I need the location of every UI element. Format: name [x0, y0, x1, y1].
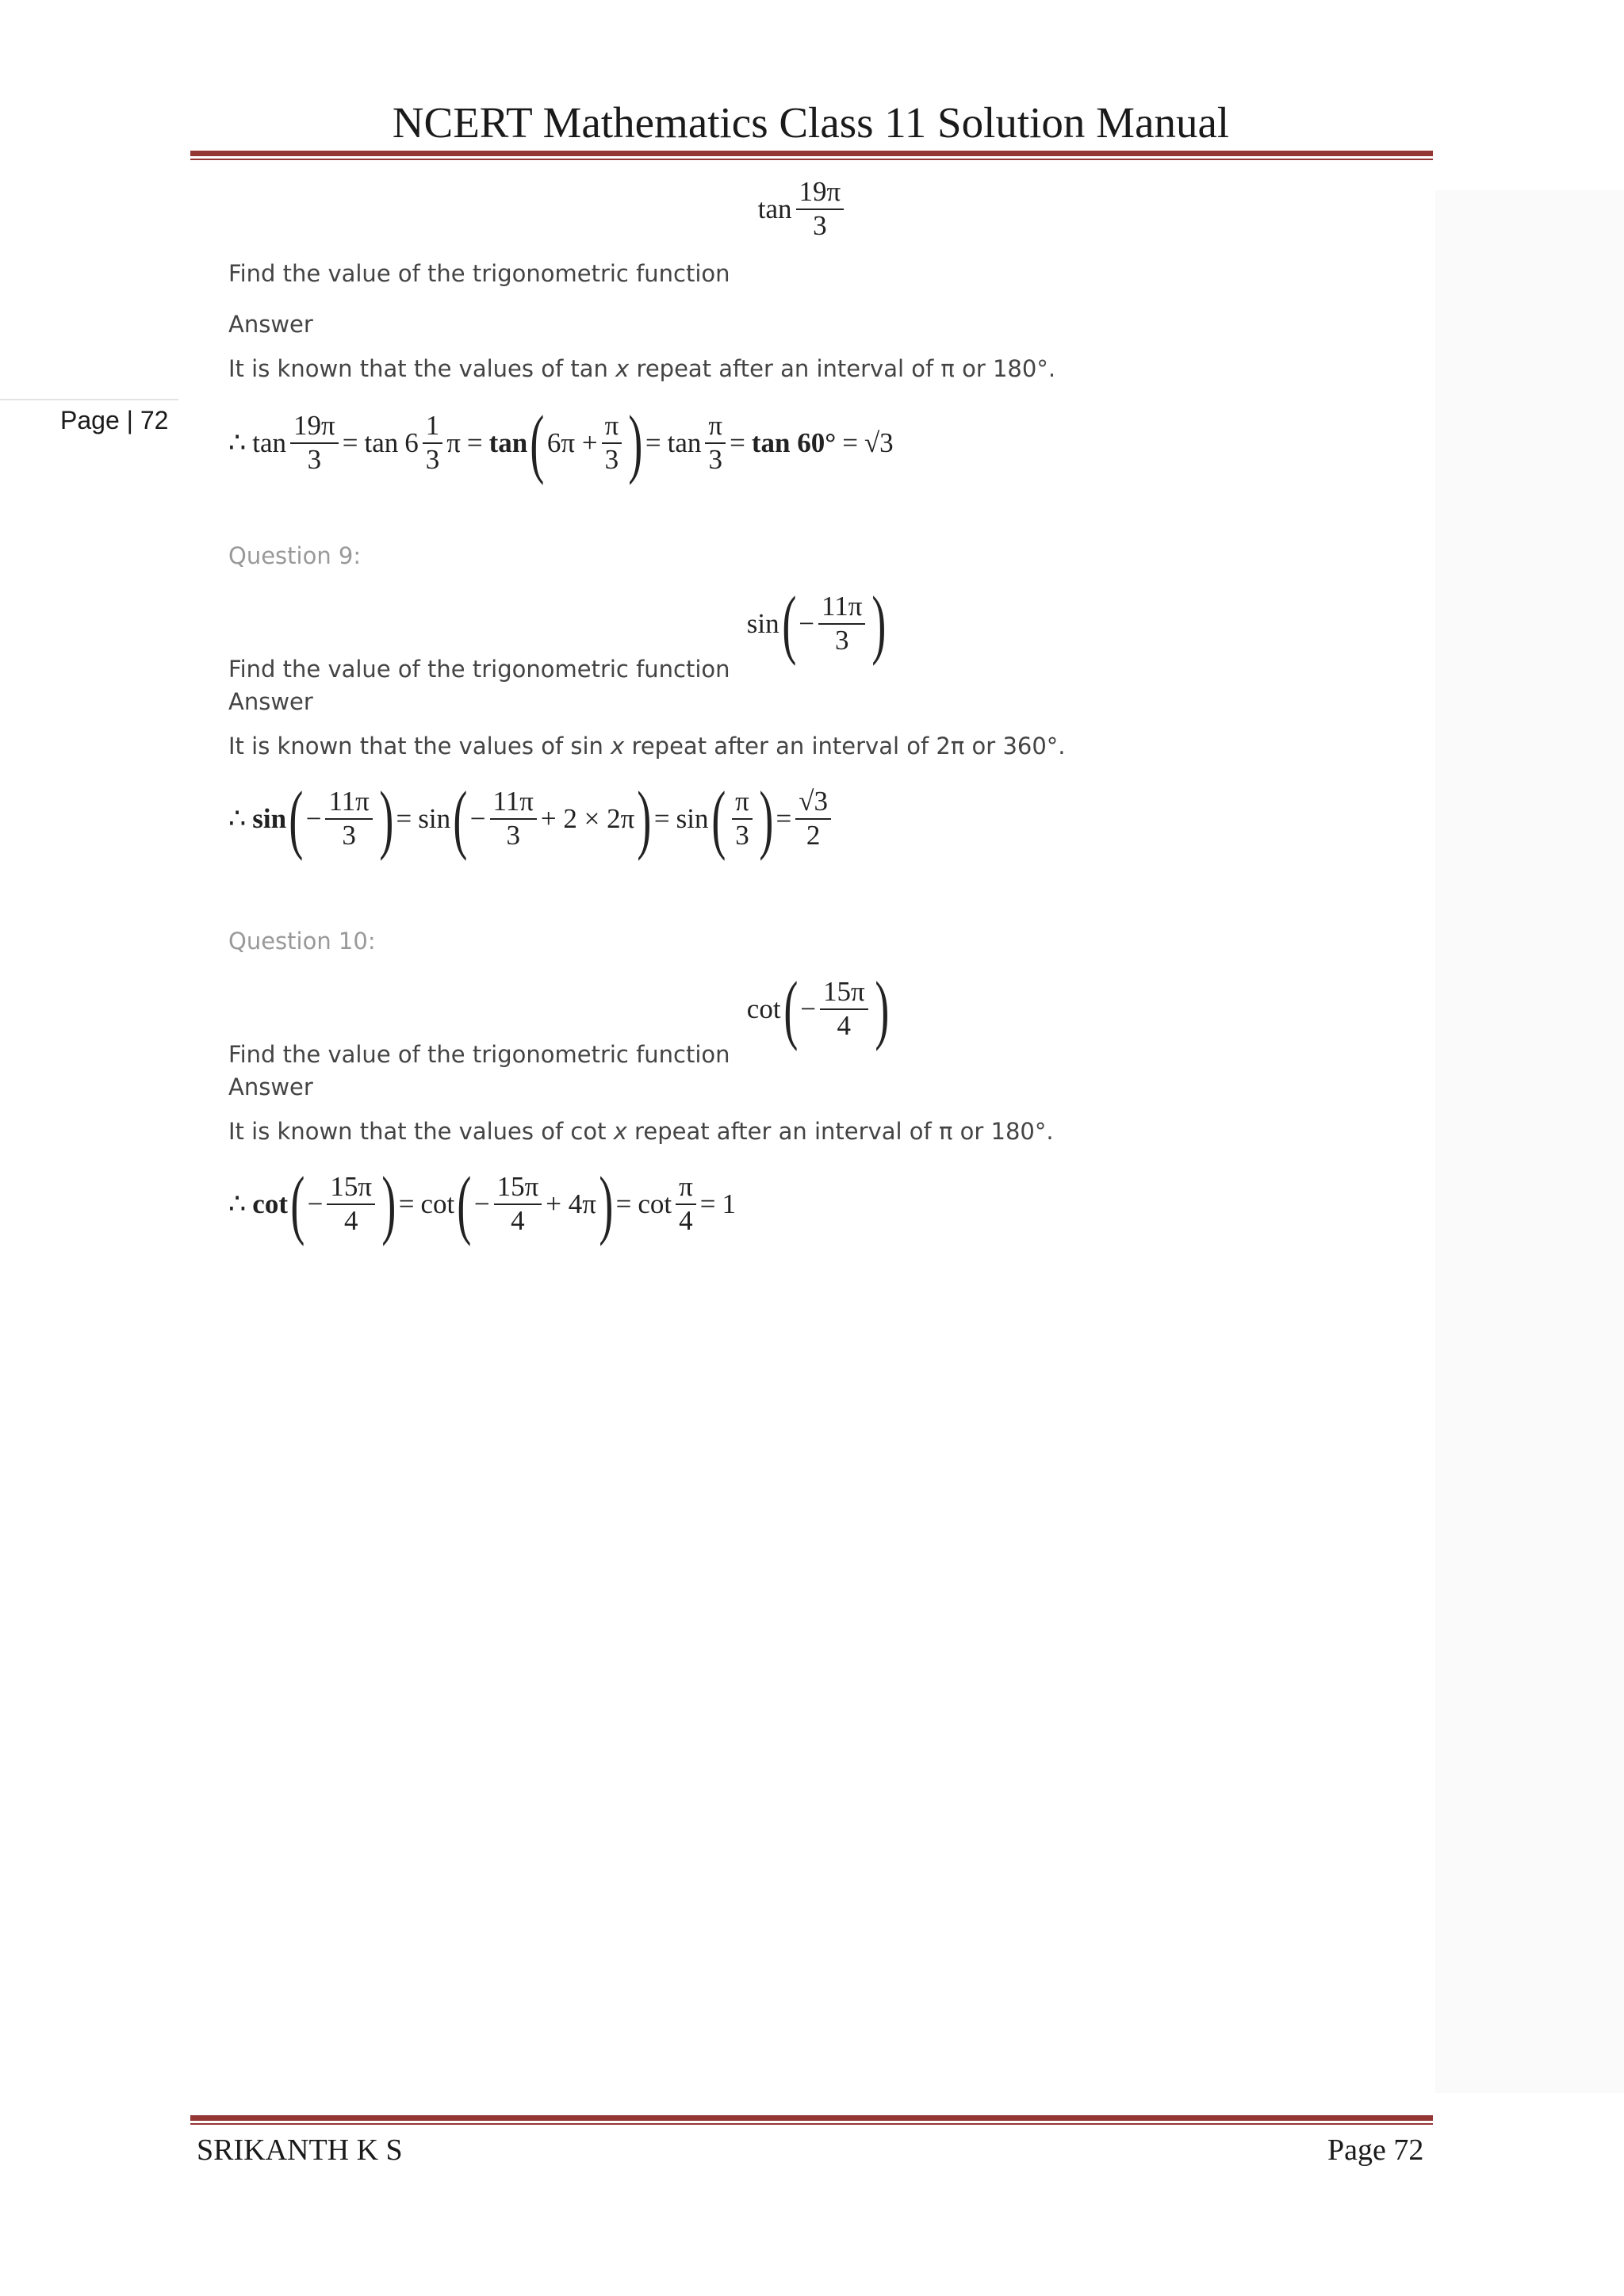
question-10-title: Question 10:: [228, 928, 376, 955]
solution-equation: ∴ cot ( − $\frac{15\pi}{4}$ ) = cot ( − $\frac{15\pi}{4}$ + 4π ) = cot $\frac{\pi}{4}$ = 1: [228, 1161, 737, 1247]
question-expression: sin ( − $\frac{11\pi}{3}$ ): [746, 581, 887, 667]
question-8-prompt-row: [228, 176, 848, 287]
answer-label: Answer: [228, 311, 313, 338]
question-expression: tan $\frac{19\pi}{3}$: [758, 178, 848, 241]
explanation: It is known that the values of sin x repeat after an interval of 2π or 360°.: [228, 733, 1066, 760]
question-9-title: Question 9:: [228, 542, 362, 569]
explanation: It is known that the values of cot x repeat after an interval of π or 180°.: [228, 1118, 1054, 1145]
question-prompt: Find the value of the trigonometric function: [228, 656, 730, 683]
question-10-prompt-row: [228, 966, 891, 1068]
side-page-number: Page | 72: [60, 406, 169, 434]
page-shade: [1435, 190, 1624, 2093]
footer-author: SRIKANTH K S: [197, 2133, 403, 2167]
footer-rule: [190, 2115, 1433, 2125]
header-rule: [190, 151, 1433, 160]
solution-equation: ∴ tan $\frac{19\pi}{3}$ = tan 6 $\frac{1}{3}$ π = tan ( 6π + $\frac{\pi}{3}$ ) = tan $\frac{\pi}{3}$ = tan 60° = √3: [228, 400, 894, 486]
explanation: It is known that the values of tan x repeat after an interval of π or 180°.: [228, 355, 1056, 382]
answer-label: Answer: [228, 688, 313, 715]
question-prompt: Find the value of the trigonometric function: [228, 259, 730, 287]
answer-label: Answer: [228, 1073, 313, 1100]
solution-equation: ∴ sin ( − $\frac{11\pi}{3}$ ) = sin ( − $\frac{11\pi}{3}$ + 2 × 2π ) = sin ( $\frac{\pi}{3}$ ) = $\frac{√3}{2}$: [228, 780, 835, 858]
side-divider: [0, 399, 178, 400]
question-expression: cot ( − $\frac{15\pi}{4}$ ): [746, 966, 889, 1052]
question-9-prompt-row: [228, 581, 889, 683]
document-title: NCERT Mathematics Class 11 Solution Manual: [392, 98, 1230, 147]
footer-page-number: Page 72: [1327, 2133, 1424, 2167]
question-prompt: Find the value of the trigonometric function: [228, 1041, 730, 1068]
